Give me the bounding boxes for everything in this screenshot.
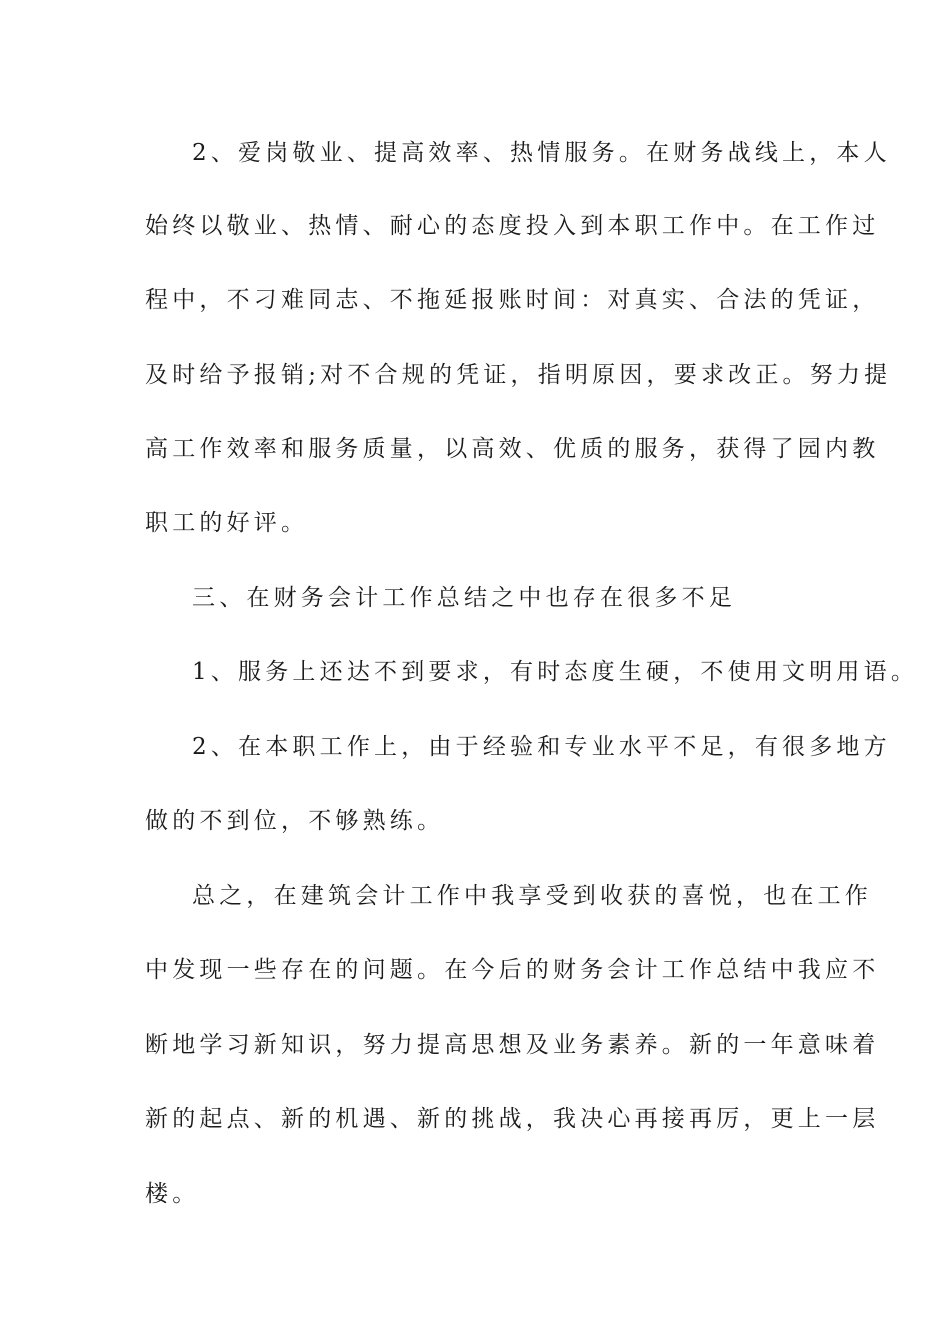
paragraph-line: 中发现一些存在的问题。在今后的财务会计工作总结中我应不 [145, 957, 880, 983]
paragraph-line: 做的不到位，不够熟练。 [145, 808, 445, 834]
paragraph-line: 新的起点、新的机遇、新的挑战，我决心再接再厉，更上一层 [145, 1106, 880, 1132]
paragraph-line: 高工作效率和服务质量，以高效、优质的服务，获得了园内教 [145, 436, 880, 462]
paragraph-line: 总之，在建筑会计工作中我享受到收获的喜悦，也在工作 [192, 883, 872, 909]
paragraph-line: 始终以敬业、热情、耐心的态度投入到本职工作中。在工作过 [145, 213, 880, 239]
paragraph-line: 职工的好评。 [145, 510, 309, 536]
paragraph-line: 楼。 [145, 1181, 200, 1207]
paragraph-line: 程中，不刁难同志、不拖延报账时间：对真实、合法的凭证， [145, 287, 880, 313]
paragraph-line: 及时给予报销;对不合规的凭证，指明原因，要求改正。努力提 [145, 362, 892, 388]
paragraph-line: 2、在本职工作上，由于经验和专业水平不足，有很多地方 [192, 734, 891, 760]
paragraph-line: 1、服务上还达不到要求，有时态度生硬，不使用文明用语。 [192, 659, 919, 685]
section-heading: 三、在财务会计工作总结之中也存在很多不足 [192, 585, 736, 611]
paragraph-line: 2、爱岗敬业、提高效率、热情服务。在财务战线上，本人 [192, 140, 891, 166]
paragraph-line: 断地学习新知识，努力提高思想及业务素养。新的一年意味着 [145, 1032, 880, 1058]
